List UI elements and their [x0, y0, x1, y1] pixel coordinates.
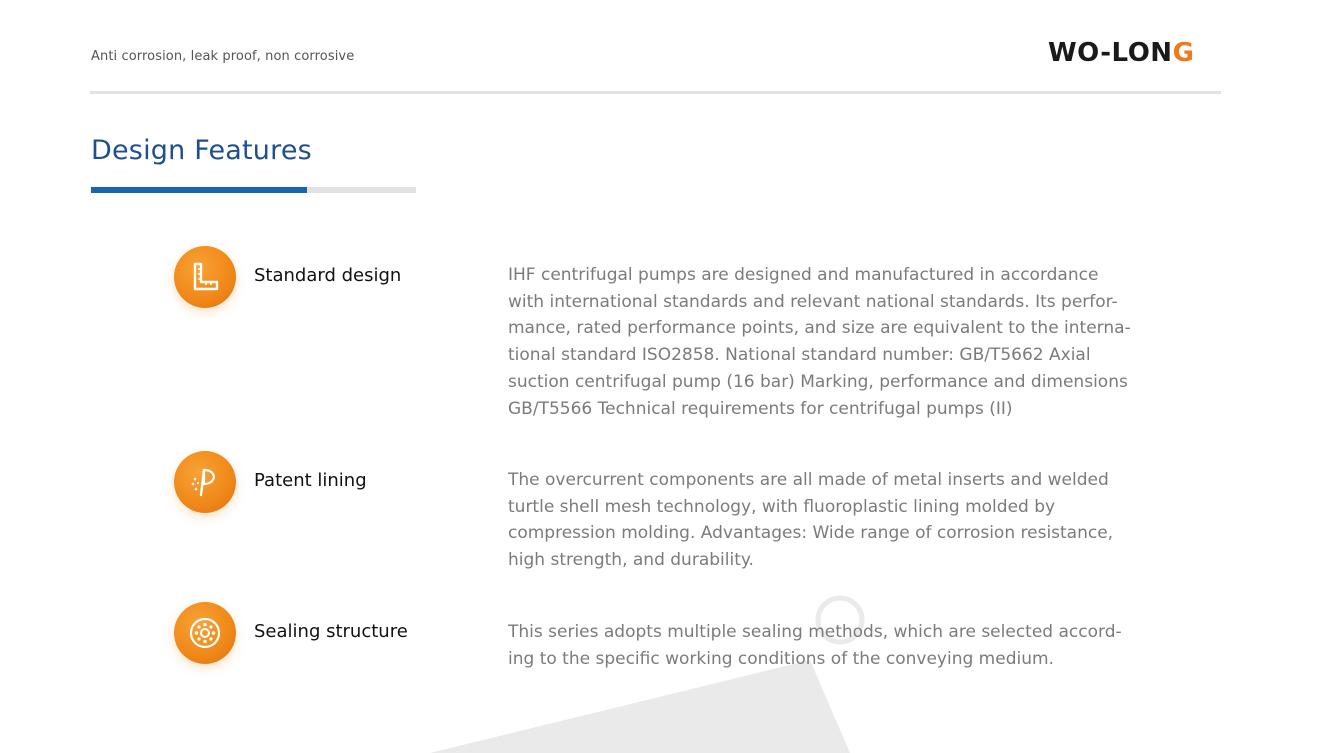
header-divider — [90, 91, 1221, 94]
feature-name: Standard design — [254, 265, 402, 286]
brand-logo — [1048, 38, 1194, 68]
ruler-square-icon — [174, 246, 236, 308]
header-tagline: Anti corrosion, leak proof, non corrosive — [91, 49, 355, 64]
feature-description: This series adopts multiple sealing methods, which are selected accord-ing to the specific working conditions of the conveying medium. — [508, 622, 1122, 669]
seal-ring-icon — [174, 602, 236, 664]
patent-lining-icon — [174, 451, 236, 513]
logo-accent-text: G — [1172, 38, 1195, 68]
section-title: Design Features — [91, 135, 312, 166]
feature-description: The overcurrent components are all made of metal inserts and welded turtle shell mesh technology, with fluoroplastic lining molded by compression molding. Advantages: Wide range of corrosion resistance, high strength, and durability. — [508, 470, 1114, 571]
logo-main-text: WO-LON — [1048, 38, 1173, 68]
feature-description: IHF centrifugal pumps are designed and manufactured in accordance with international standards and relevant national standards. Its perfor-mance, rated performance points, and size are equivalent to the interna-tional standard ISO2858. National standard number: GB/T5662 Axial suction centrifugal pump (16 bar) Marking, performance and dimensions GB/T5566 Technical requirements for centrifugal pumps (II) — [508, 265, 1131, 419]
feature-name: Patent lining — [254, 470, 367, 491]
title-underline-accent — [91, 187, 307, 193]
feature-name: Sealing structure — [254, 621, 408, 642]
